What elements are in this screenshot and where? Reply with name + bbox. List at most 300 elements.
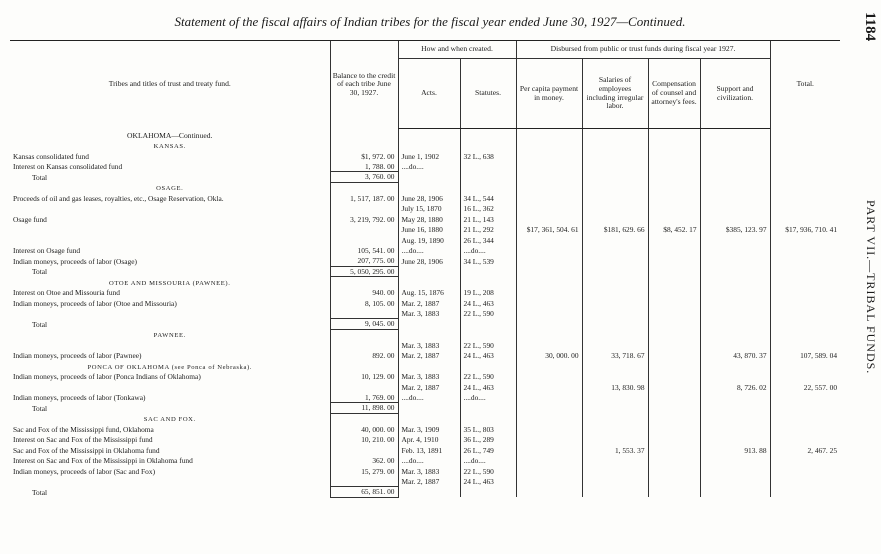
table-row xyxy=(10,287,840,298)
header-how-when: How and when created. xyxy=(398,41,516,59)
sub-row xyxy=(10,182,840,193)
cell-acts xyxy=(398,182,460,193)
cell-compensation xyxy=(648,129,700,141)
cell-salaries xyxy=(582,487,648,498)
cell-total xyxy=(770,361,840,372)
cell-tribe: Indian moneys, proceeds of labor (Sac and Fox) xyxy=(13,466,156,476)
cell-acts: Mar. 2, 1887 xyxy=(398,382,460,393)
cell-compensation xyxy=(648,277,700,288)
cell-salaries xyxy=(582,466,648,477)
cell-compensation xyxy=(648,161,700,172)
cell-acts: June 28, 1906 xyxy=(398,193,460,204)
cell-salaries xyxy=(582,129,648,141)
cell-statutes xyxy=(460,172,516,183)
cell-acts xyxy=(398,329,460,340)
cell-per-capita: 30, 000. 00 xyxy=(516,350,582,361)
cell-per-capita xyxy=(516,424,582,435)
cell-salaries xyxy=(582,319,648,330)
cell-balance xyxy=(330,308,398,319)
cell-per-capita xyxy=(516,193,582,204)
cell-statutes xyxy=(460,161,516,172)
cell-compensation xyxy=(648,382,700,393)
cell-per-capita xyxy=(516,182,582,193)
cell-balance: 940. 00 xyxy=(330,287,398,298)
table-row xyxy=(10,193,840,204)
cell-support xyxy=(700,319,770,330)
cell-tribe: KANSAS. xyxy=(153,143,186,151)
cell-balance: 3, 760. 00 xyxy=(330,172,398,183)
cell-acts: Aug. 19, 1890 xyxy=(398,235,460,246)
cell-acts xyxy=(398,319,460,330)
cell-compensation xyxy=(648,182,700,193)
cell-compensation xyxy=(648,455,700,466)
cell-total xyxy=(770,287,840,298)
cell-balance xyxy=(330,382,398,393)
header-compensation: Compensation of counsel and attorney's fees. xyxy=(648,59,700,129)
cell-support: 913. 88 xyxy=(700,445,770,456)
cell-statutes: 21 L., 292 xyxy=(460,224,516,235)
cell-compensation xyxy=(648,245,700,256)
cell-acts: ....do.... xyxy=(398,392,460,403)
cell-acts: Mar. 3, 1883 xyxy=(398,308,460,319)
header-per-capita: Per capita payment in money. xyxy=(516,59,582,129)
cell-total xyxy=(770,487,840,498)
cell-balance xyxy=(330,224,398,235)
cell-total xyxy=(770,476,840,487)
cell-per-capita xyxy=(516,266,582,277)
cell-salaries xyxy=(582,413,648,424)
cell-salaries xyxy=(582,308,648,319)
cell-salaries xyxy=(582,277,648,288)
cell-acts: June 16, 1880 xyxy=(398,224,460,235)
header-acts: Acts. xyxy=(398,59,460,129)
cell-total xyxy=(770,403,840,414)
cell-compensation xyxy=(648,487,700,498)
cell-compensation xyxy=(648,371,700,382)
table-row xyxy=(10,235,840,246)
cell-acts: ....do.... xyxy=(398,245,460,256)
cell-tribe: Interest on Osage fund xyxy=(13,246,81,256)
cell-acts: Mar. 3, 1909 xyxy=(398,424,460,435)
cell-salaries xyxy=(582,371,648,382)
cell-tribe: PAWNEE. xyxy=(153,332,186,340)
cell-per-capita xyxy=(516,392,582,403)
cell-acts xyxy=(398,172,460,183)
cell-salaries xyxy=(582,424,648,435)
cell-compensation xyxy=(648,193,700,204)
cell-balance: 10, 129. 00 xyxy=(330,371,398,382)
cell-tribe: Interest on Otoe and Missouria fund xyxy=(13,288,120,298)
cell-salaries xyxy=(582,203,648,214)
cell-statutes: 32 L., 638 xyxy=(460,151,516,162)
cell-acts: July 15, 1870 xyxy=(398,203,460,214)
cell-tribe: Indian moneys, proceeds of labor (Tonkawa) xyxy=(13,393,146,403)
cell-tribe: Interest on Kansas consolidated fund xyxy=(13,162,123,172)
cell-per-capita xyxy=(516,413,582,424)
cell-balance: 3, 219, 792. 00 xyxy=(330,214,398,225)
table-row xyxy=(10,455,840,466)
cell-support xyxy=(700,340,770,351)
cell-salaries xyxy=(582,161,648,172)
cell-salaries xyxy=(582,235,648,246)
cell-support xyxy=(700,214,770,225)
cell-total xyxy=(770,235,840,246)
cell-salaries xyxy=(582,266,648,277)
cell-salaries xyxy=(582,329,648,340)
cell-per-capita xyxy=(516,371,582,382)
cell-support xyxy=(700,466,770,477)
cell-salaries xyxy=(582,140,648,151)
cell-total xyxy=(770,161,840,172)
cell-total xyxy=(770,182,840,193)
cell-tribe: Proceeds of oil and gas leases, royalties, etc., Osage Reservation, Okla. xyxy=(13,193,224,203)
cell-statutes: 34 L., 544 xyxy=(460,193,516,204)
cell-compensation xyxy=(648,298,700,309)
cell-tribe: Indian moneys, proceeds of labor (Ponca Indians of Oklahoma) xyxy=(13,372,201,382)
part-label: PART VII.—TRIBAL FUNDS. xyxy=(864,200,878,375)
cell-acts xyxy=(398,140,460,151)
cell-tribe: Total xyxy=(32,172,48,182)
cell-support xyxy=(700,256,770,267)
cell-total: 107, 589. 04 xyxy=(770,350,840,361)
cell-salaries xyxy=(582,182,648,193)
cell-salaries xyxy=(582,434,648,445)
cell-acts xyxy=(398,487,460,498)
cell-support: 8, 726. 02 xyxy=(700,382,770,393)
section-row xyxy=(10,129,840,141)
table-row xyxy=(10,445,840,456)
table-row xyxy=(10,424,840,435)
cell-total xyxy=(770,214,840,225)
cell-compensation: $8, 452. 17 xyxy=(648,224,700,235)
cell-statutes xyxy=(460,140,516,151)
cell-tribe: Indian moneys, proceeds of labor (Otoe and Missouria) xyxy=(13,298,177,308)
cell-support xyxy=(700,172,770,183)
cell-tribe: Osage fund xyxy=(13,214,47,224)
cell-salaries: $181, 629. 66 xyxy=(582,224,648,235)
cell-total xyxy=(770,266,840,277)
cell-support xyxy=(700,392,770,403)
cell-salaries: 1, 553. 37 xyxy=(582,445,648,456)
cell-total xyxy=(770,140,840,151)
cell-tribe: OSAGE. xyxy=(156,185,184,193)
cell-total: $17, 936, 710. 41 xyxy=(770,224,840,235)
cell-salaries xyxy=(582,172,648,183)
cell-support xyxy=(700,434,770,445)
sub-row xyxy=(10,413,840,424)
cell-support xyxy=(700,298,770,309)
cell-per-capita xyxy=(516,445,582,456)
total-row xyxy=(10,487,840,498)
cell-balance xyxy=(330,329,398,340)
cell-acts xyxy=(398,277,460,288)
table-row xyxy=(10,308,840,319)
sub-row xyxy=(10,277,840,288)
cell-acts: June 1, 1902 xyxy=(398,151,460,162)
cell-statutes: 22 L., 590 xyxy=(460,308,516,319)
total-row xyxy=(10,403,840,414)
cell-compensation xyxy=(648,476,700,487)
cell-support xyxy=(700,235,770,246)
cell-salaries xyxy=(582,193,648,204)
cell-salaries xyxy=(582,298,648,309)
cell-compensation xyxy=(648,403,700,414)
cell-compensation xyxy=(648,287,700,298)
cell-per-capita xyxy=(516,129,582,141)
cell-balance: 15, 279. 00 xyxy=(330,466,398,477)
cell-support xyxy=(700,487,770,498)
cell-acts xyxy=(398,129,460,141)
header-total: Total. xyxy=(770,41,840,129)
cell-tribe: Sac and Fox of the Mississippi fund, Oklahoma xyxy=(13,424,154,434)
cell-balance: 5, 050, 295. 00 xyxy=(330,266,398,277)
cell-balance: 9, 045. 00 xyxy=(330,319,398,330)
cell-support xyxy=(700,193,770,204)
cell-total xyxy=(770,277,840,288)
total-row xyxy=(10,172,840,183)
cell-support xyxy=(700,361,770,372)
cell-total xyxy=(770,466,840,477)
cell-salaries xyxy=(582,403,648,414)
cell-tribe xyxy=(10,235,330,246)
cell-per-capita xyxy=(516,361,582,372)
cell-balance: 8, 105. 00 xyxy=(330,298,398,309)
cell-compensation xyxy=(648,319,700,330)
cell-total xyxy=(770,329,840,340)
header-disbursed: Disbursed from public or trust funds during fiscal year 1927. xyxy=(516,41,770,59)
cell-salaries xyxy=(582,256,648,267)
cell-statutes xyxy=(460,413,516,424)
cell-per-capita xyxy=(516,403,582,414)
table-row xyxy=(10,214,840,225)
cell-balance: 1, 517, 187. 00 xyxy=(330,193,398,204)
cell-tribe xyxy=(10,476,330,487)
cell-tribe: OTOE AND MISSOURIA (PAWNEE). xyxy=(109,279,231,287)
cell-compensation xyxy=(648,445,700,456)
cell-tribe xyxy=(10,382,330,393)
table-row xyxy=(10,224,840,235)
cell-balance xyxy=(330,476,398,487)
cell-acts xyxy=(398,413,460,424)
cell-statutes: 26 L., 749 xyxy=(460,445,516,456)
cell-compensation xyxy=(648,392,700,403)
cell-per-capita xyxy=(516,298,582,309)
cell-salaries xyxy=(582,340,648,351)
cell-balance xyxy=(330,277,398,288)
cell-support xyxy=(700,287,770,298)
cell-balance: 40, 000. 00 xyxy=(330,424,398,435)
cell-total xyxy=(770,129,840,141)
cell-support xyxy=(700,413,770,424)
cell-per-capita xyxy=(516,214,582,225)
page-number: 1184 xyxy=(862,12,878,42)
cell-compensation xyxy=(648,308,700,319)
table-row xyxy=(10,298,840,309)
cell-acts: Mar. 3, 1883 xyxy=(398,340,460,351)
cell-per-capita xyxy=(516,151,582,162)
cell-per-capita xyxy=(516,382,582,393)
cell-statutes: ....do.... xyxy=(460,245,516,256)
cell-statutes: 24 L., 463 xyxy=(460,298,516,309)
cell-per-capita xyxy=(516,319,582,330)
table-row xyxy=(10,382,840,393)
cell-tribe: Interest on Sac and Fox of the Mississippi fund xyxy=(13,435,153,445)
cell-total xyxy=(770,371,840,382)
cell-support: $385, 123. 97 xyxy=(700,224,770,235)
cell-statutes xyxy=(460,129,516,141)
sub-row xyxy=(10,140,840,151)
cell-per-capita xyxy=(516,308,582,319)
cell-statutes: 19 L., 208 xyxy=(460,287,516,298)
cell-support xyxy=(700,329,770,340)
table-row xyxy=(10,256,840,267)
cell-tribe: OKLAHOMA—Continued. xyxy=(127,130,213,140)
cell-total xyxy=(770,319,840,330)
cell-acts: Feb. 13, 1891 xyxy=(398,445,460,456)
cell-statutes: ....do.... xyxy=(460,392,516,403)
cell-statutes xyxy=(460,361,516,372)
table-row xyxy=(10,392,840,403)
cell-balance xyxy=(330,129,398,141)
cell-compensation xyxy=(648,340,700,351)
cell-support: 43, 870. 37 xyxy=(700,350,770,361)
cell-per-capita xyxy=(516,340,582,351)
cell-per-capita xyxy=(516,245,582,256)
cell-support xyxy=(700,182,770,193)
cell-acts: Apr. 4, 1910 xyxy=(398,434,460,445)
cell-compensation xyxy=(648,214,700,225)
cell-acts: Mar. 2, 1887 xyxy=(398,476,460,487)
cell-salaries xyxy=(582,455,648,466)
cell-total xyxy=(770,256,840,267)
cell-total xyxy=(770,151,840,162)
header-statutes: Statutes. xyxy=(460,59,516,129)
cell-salaries xyxy=(582,392,648,403)
cell-tribe xyxy=(10,224,330,235)
cell-per-capita xyxy=(516,466,582,477)
cell-statutes: 22 L., 590 xyxy=(460,340,516,351)
cell-acts: ....do.... xyxy=(398,455,460,466)
cell-salaries xyxy=(582,476,648,487)
cell-balance xyxy=(330,340,398,351)
table-row xyxy=(10,466,840,477)
cell-support xyxy=(700,129,770,141)
cell-compensation xyxy=(648,350,700,361)
cell-salaries xyxy=(582,214,648,225)
cell-support xyxy=(700,476,770,487)
cell-tribe: Indian moneys, proceeds of labor (Osage) xyxy=(13,256,137,266)
cell-statutes: 24 L., 463 xyxy=(460,476,516,487)
cell-balance: 892. 00 xyxy=(330,350,398,361)
cell-per-capita xyxy=(516,476,582,487)
cell-per-capita xyxy=(516,329,582,340)
cell-compensation xyxy=(648,424,700,435)
page-title: Statement of the fiscal affairs of Indian tribes for the fiscal year ended June 30, 1927—Continued. xyxy=(174,14,686,29)
cell-acts xyxy=(398,403,460,414)
cell-acts: Mar. 3, 1883 xyxy=(398,371,460,382)
cell-balance: 65, 851. 00 xyxy=(330,487,398,498)
cell-per-capita xyxy=(516,455,582,466)
fiscal-affairs-table xyxy=(10,40,840,498)
cell-per-capita xyxy=(516,434,582,445)
cell-balance xyxy=(330,182,398,193)
cell-tribe: Kansas consolidated fund xyxy=(13,151,89,161)
table-row xyxy=(10,476,840,487)
cell-support xyxy=(700,424,770,435)
cell-total xyxy=(770,424,840,435)
cell-support xyxy=(700,455,770,466)
cell-balance: $1, 972. 00 xyxy=(330,151,398,162)
cell-balance xyxy=(330,235,398,246)
cell-support xyxy=(700,140,770,151)
cell-statutes: 35 L., 803 xyxy=(460,424,516,435)
cell-total xyxy=(770,308,840,319)
table-row xyxy=(10,161,840,172)
cell-compensation xyxy=(648,203,700,214)
cell-balance: 1, 769. 00 xyxy=(330,392,398,403)
cell-balance: 105, 541. 00 xyxy=(330,245,398,256)
cell-per-capita xyxy=(516,172,582,183)
cell-acts: June 28, 1906 xyxy=(398,256,460,267)
cell-tribe xyxy=(10,340,330,351)
cell-balance xyxy=(330,203,398,214)
cell-statutes xyxy=(460,487,516,498)
cell-total xyxy=(770,172,840,183)
cell-balance xyxy=(330,445,398,456)
cell-per-capita xyxy=(516,287,582,298)
cell-support xyxy=(700,203,770,214)
cell-total xyxy=(770,298,840,309)
cell-statutes: 22 L., 590 xyxy=(460,466,516,477)
cell-statutes: 21 L., 143 xyxy=(460,214,516,225)
cell-total xyxy=(770,203,840,214)
cell-tribe: Total xyxy=(32,403,48,413)
cell-balance: 1, 788. 00 xyxy=(330,161,398,172)
header-salaries: Salaries of employees including irregular labor. xyxy=(582,59,648,129)
cell-tribe: Sac and Fox of the Mississippi in Oklahoma fund xyxy=(13,445,160,455)
cell-salaries: 13, 830. 98 xyxy=(582,382,648,393)
cell-statutes: 36 L., 289 xyxy=(460,434,516,445)
table-row xyxy=(10,245,840,256)
cell-statutes xyxy=(460,319,516,330)
cell-tribe xyxy=(10,308,330,319)
cell-compensation xyxy=(648,140,700,151)
cell-acts: Aug. 15, 1876 xyxy=(398,287,460,298)
cell-support xyxy=(700,266,770,277)
cell-tribe: SAC AND FOX. xyxy=(143,416,196,424)
total-row xyxy=(10,266,840,277)
cell-acts: Mar. 2, 1887 xyxy=(398,350,460,361)
cell-per-capita: $17, 361, 504. 61 xyxy=(516,224,582,235)
cell-statutes: 16 L., 362 xyxy=(460,203,516,214)
table-row xyxy=(10,371,840,382)
cell-acts xyxy=(398,266,460,277)
header-tribes: Tribes and titles of trust and treaty fund. xyxy=(10,41,330,129)
cell-per-capita xyxy=(516,487,582,498)
cell-compensation xyxy=(648,172,700,183)
cell-acts: Mar. 2, 1887 xyxy=(398,298,460,309)
cell-salaries xyxy=(582,151,648,162)
cell-total xyxy=(770,455,840,466)
cell-per-capita xyxy=(516,140,582,151)
cell-statutes xyxy=(460,182,516,193)
cell-salaries xyxy=(582,361,648,372)
cell-per-capita xyxy=(516,277,582,288)
cell-balance xyxy=(330,140,398,151)
cell-balance xyxy=(330,413,398,424)
cell-total: 2, 467. 25 xyxy=(770,445,840,456)
cell-total xyxy=(770,193,840,204)
